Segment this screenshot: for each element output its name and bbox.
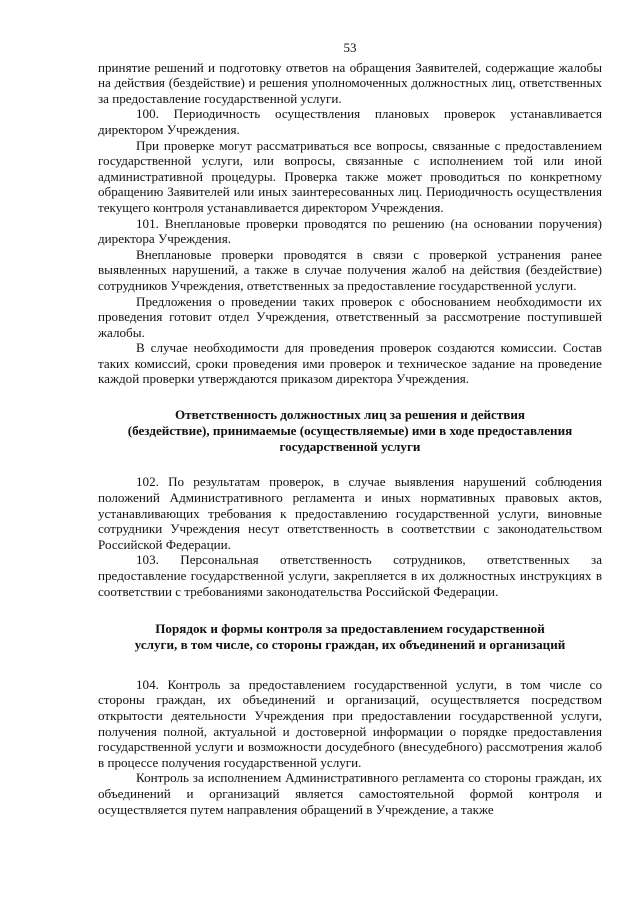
paragraph-proposals: Предложения о проведении таких проверок с обоснованием необходимости их проведения готовит отдел Учреждения, ответственный за рассмотрение поступившей жалобы. xyxy=(98,293,602,340)
heading-line: государственной услуги xyxy=(279,438,421,454)
heading-line: Порядок и формы контроля за предоставлением государственной xyxy=(155,621,545,637)
paragraph-104: 104. Контроль за предоставлением государственной услуги, в том числе со стороны граждан, их объединений и организаций, осуществляется посредством открытости деятельности Учреждения при предоставлении государственной услуги, получения полной, актуальной и достоверной информации о порядке предоставления государственной услуги и возможности досудебного (внесудебного) рассмотрения жалоб в процессе получения государственной услуги. xyxy=(98,676,602,770)
paragraph-continuation: принятие решений и подготовку ответов на обращения Заявителей, содержащие жалобы на действия (бездействие) и решения уполномоченных должностных лиц, ответственных за предоставление государственной услуги. xyxy=(98,59,602,106)
section-heading-control xyxy=(98,621,602,653)
paragraph-unscheduled-checks: Внеплановые проверки проводятся в связи с проверкой устранения ранее выявленных нарушений, а также в случае получения жалоб на действия (бездействие) сотрудников Учреждения, ответственных за предоставление государственной услуги. xyxy=(98,246,602,293)
paragraph-public-control: Контроль за исполнением Административного регламента со стороны граждан, их объединений и организаций является самостоятельной формой контроля и осуществляется путем направления обращений в Учреждение, а также xyxy=(98,770,602,817)
heading-line: (бездействие), принимаемые (осуществляемые) ими в ходе предоставления xyxy=(127,422,573,438)
paragraph-100: 100. Периодичность осуществления плановых проверок устанавливается директором Учреждения. xyxy=(98,106,602,137)
paragraph-103: 103. Персональная ответственность сотрудников, ответственных за предоставление государственной услуги, закрепляется в их должностных инструкциях в соответствии с требованиями законодательства Российской Федерации. xyxy=(98,552,602,599)
document-page xyxy=(98,40,602,817)
paragraph-commissions: В случае необходимости для проведения проверок создаются комиссии. Состав таких комиссий, сроки проведения ими проверок и техническое задание на проведение каждой проверки утверждаются приказом директора Учреждения. xyxy=(98,340,602,387)
paragraph-inspection-scope: При проверке могут рассматриваться все вопросы, связанные с предоставлением государственной услуги, или вопросы, связанные с исполнением той или иной административной процедуры. Проверка также может проводиться по конкретному обращению Заявителей или иных заинтересованных лиц. Периодичность осуществления текущего контроля устанавливается директором Учреждения. xyxy=(98,137,602,215)
paragraph-101: 101. Внеплановые проверки проводятся по решению (на основании поручения) директора Учреждения. xyxy=(98,215,602,247)
page-number: 53 xyxy=(343,40,357,55)
paragraph-102: 102. По результатам проверок, в случае выявления нарушений соблюдения положений Административного регламента и иных нормативных правовых актов, устанавливающих требования к предоставлению государственной услуги, виновные сотрудники Учреждения несут ответственность в соответствии с законодательством Российской Федерации. xyxy=(98,474,602,552)
heading-line: Ответственность должностных лиц за решения и действия xyxy=(175,407,525,423)
section-heading-responsibility xyxy=(98,407,602,454)
heading-line: услуги, в том числе, со стороны граждан, их объединений и организаций xyxy=(134,637,566,652)
